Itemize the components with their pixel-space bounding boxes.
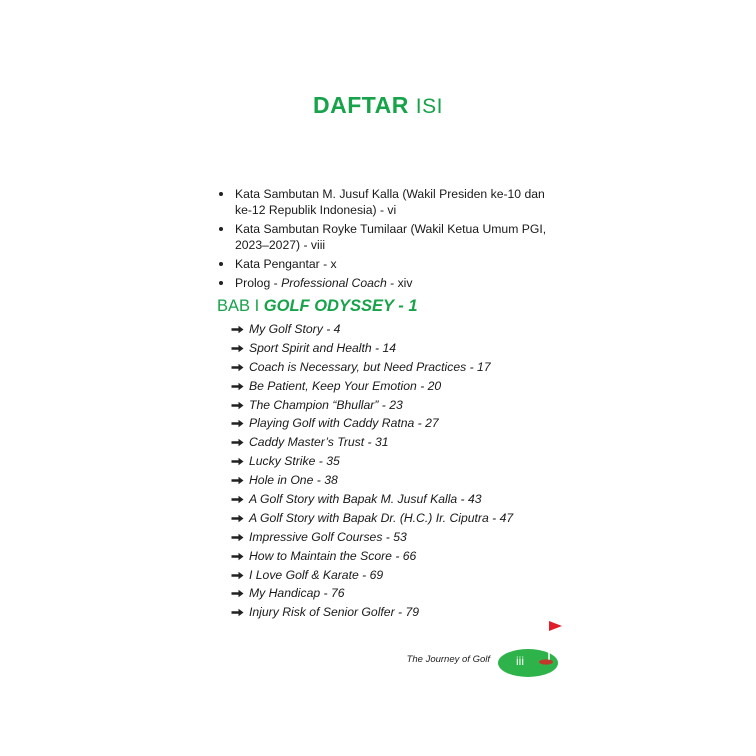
front-matter-text: Kata Sambutan Royke Tumilaar (Wakil Ketua Umum PGI, 2023–2027) - viii: [235, 222, 547, 252]
toc-entry-text: Coach is Necessary, but Need Practices - 17: [249, 359, 491, 374]
arrow-right-icon: [231, 363, 244, 372]
arrow-right-icon: [231, 401, 244, 410]
toc-entry: [231, 320, 513, 339]
toc-entry-text: A Golf Story with Bapak M. Jusuf Kalla - 43: [249, 492, 482, 507]
arrow-right-icon: [231, 344, 244, 353]
toc-entry-text: Caddy Master’s Trust - 31: [249, 435, 389, 450]
toc-entry-text: Impressive Golf Courses - 53: [249, 529, 407, 544]
arrow-right-icon: [231, 571, 244, 580]
toc-entry: [231, 528, 513, 547]
toc-entry: [231, 433, 513, 452]
front-matter-text: Kata Pengantar - x: [235, 257, 337, 271]
toc-entry-text: Hole in One - 38: [249, 473, 338, 488]
front-matter-list: [217, 186, 547, 294]
front-matter-item: [217, 221, 547, 253]
chapter-heading: [217, 297, 418, 316]
book-title: The Journey of Golf: [406, 654, 490, 665]
page-title-light: ISI: [415, 95, 443, 118]
toc-entry: [231, 358, 513, 377]
toc-entry: [231, 547, 513, 566]
toc-entry: [231, 490, 513, 509]
toc-entry-text: A Golf Story with Bapak Dr. (H.C.) Ir. Ciputra - 47: [249, 510, 514, 525]
toc-entry-text: How to Maintain the Score - 66: [249, 548, 417, 563]
toc-entry: [231, 339, 513, 358]
toc-entry-text: I Love Golf & Karate - 69: [249, 567, 384, 582]
toc-entry-text: My Handicap - 76: [249, 586, 345, 601]
toc-entry: [231, 396, 513, 415]
arrow-right-icon: [231, 552, 244, 561]
toc-entry-text: Sport Spirit and Health - 14: [249, 340, 397, 355]
chapter-label: BAB I: [217, 297, 264, 315]
page-title-bold: DAFTAR: [313, 92, 409, 118]
front-matter-item: [217, 275, 547, 291]
prolog-prefix: Prolog -: [235, 276, 282, 290]
prolog-suffix: - xiv: [386, 276, 413, 290]
chapter-name: GOLF ODYSSEY - 1: [263, 297, 418, 315]
toc-entry-text: Lucky Strike - 35: [249, 454, 340, 469]
toc-entry: [231, 452, 513, 471]
chapter-items-list: [231, 320, 513, 622]
toc-entry: [231, 471, 513, 490]
arrow-right-icon: [231, 382, 244, 391]
front-matter-text: Kata Sambutan M. Jusuf Kalla (Wakil Presiden ke-10 dan ke-12 Republik Indonesia) - vi: [235, 187, 545, 217]
toc-entry-text: The Champion “Bhullar” - 23: [249, 397, 403, 412]
arrow-right-icon: [231, 514, 244, 523]
toc-entry: [231, 566, 513, 585]
toc-entry-text: My Golf Story - 4: [249, 322, 341, 336]
toc-entry: [231, 377, 513, 396]
arrow-right-icon: [231, 325, 244, 334]
arrow-right-icon: [231, 533, 244, 542]
toc-entry: [231, 584, 513, 603]
arrow-right-icon: [231, 457, 244, 466]
page-number: iii: [516, 654, 524, 668]
toc-entry-text: Be Patient, Keep Your Emotion - 20: [249, 378, 442, 393]
arrow-right-icon: [231, 419, 244, 428]
arrow-right-icon: [231, 589, 244, 598]
arrow-right-icon: [231, 438, 244, 447]
toc-entry: [231, 509, 513, 528]
arrow-right-icon: [231, 608, 244, 617]
arrow-right-icon: [231, 495, 244, 504]
front-matter-item: [217, 186, 547, 218]
page-title: [0, 92, 756, 119]
prolog-title: Professional Coach: [281, 276, 387, 290]
toc-entry-text: Injury Risk of Senior Golfer - 79: [249, 605, 420, 620]
toc-entry-text: Playing Golf with Caddy Ratna - 27: [249, 416, 439, 431]
toc-entry: [231, 603, 513, 622]
front-matter-item: [217, 256, 547, 272]
arrow-right-icon: [231, 476, 244, 485]
golf-flag-icon: [535, 618, 565, 670]
toc-entry: [231, 414, 513, 433]
